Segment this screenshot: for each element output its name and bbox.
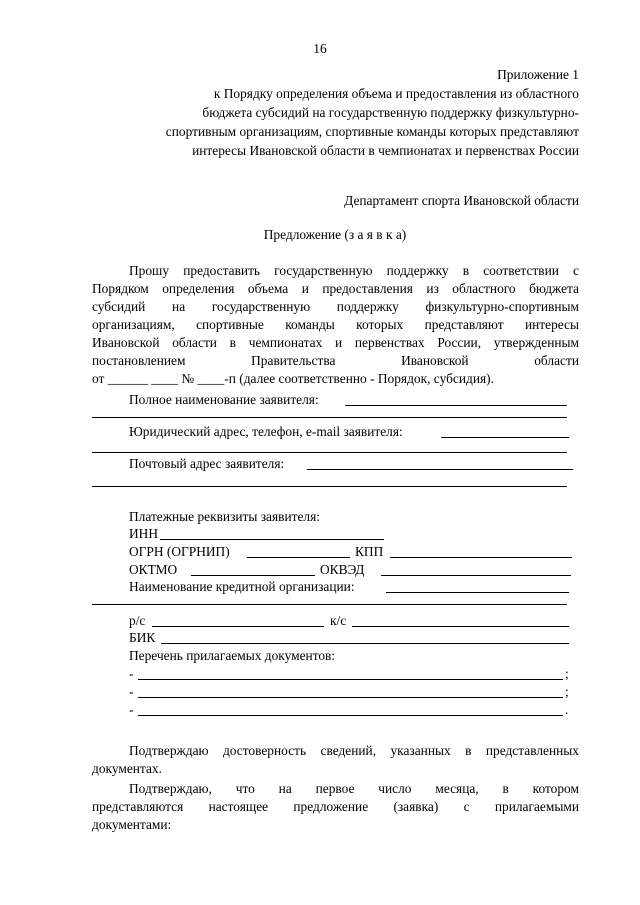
page-number: 16 xyxy=(313,41,327,56)
document-input-line-2[interactable] xyxy=(138,697,563,698)
confirm2-word: на xyxy=(278,781,292,796)
ks-label: к/с xyxy=(330,613,347,628)
legal-address-input-line[interactable] xyxy=(441,437,569,438)
document-dash-3: - xyxy=(129,702,134,717)
confirm2-line-3: документами: xyxy=(92,817,172,832)
document-end-3: . xyxy=(565,702,569,717)
confirm1-line-1: Подтверждаю достоверность сведений, указанных в представленных xyxy=(129,743,579,758)
appendix-line-4: интересы Ивановской области в чемпионатах и первенствах России xyxy=(192,143,579,158)
appendix-line-1: к Порядку определения объема и предоставления из областного xyxy=(213,86,579,101)
decree-word-2: Правительства xyxy=(251,353,336,368)
bank-name-label: Наименование кредитной организации: xyxy=(129,579,355,594)
inn-label: ИНН xyxy=(129,526,159,541)
confirm2-word: первое xyxy=(315,781,355,796)
confirm2-word: Подтверждаю, xyxy=(129,781,212,796)
full-name-input-line[interactable] xyxy=(345,405,567,406)
full-name-input-line-2[interactable] xyxy=(92,417,567,418)
appendix-line-2: бюджета субсидий на государственную поддержку физкультурно- xyxy=(202,105,579,120)
documents-title: Перечень прилагаемых документов: xyxy=(129,648,336,663)
confirm2-word: (заявка) xyxy=(393,799,439,814)
okved-input-line[interactable] xyxy=(381,575,571,576)
confirm2-word: число xyxy=(378,781,412,796)
confirm2-word: предложение xyxy=(293,799,369,814)
recipient: Департамент спорта Ивановской области xyxy=(344,193,579,208)
postal-address-input-line[interactable] xyxy=(307,469,573,470)
decree-word-4: области xyxy=(534,353,579,368)
request-line-2: Порядком определения объема и предоставления из областного бюджета xyxy=(92,281,579,296)
confirm2-word: месяца, xyxy=(435,781,479,796)
confirm2-word: представляются xyxy=(92,799,184,814)
ks-input-line[interactable] xyxy=(352,626,569,627)
payment-title: Платежные реквизиты заявителя: xyxy=(129,509,320,524)
confirm2-word: котором xyxy=(532,781,579,796)
confirm2-line-2 xyxy=(92,798,579,815)
postal-address-input-line-2[interactable] xyxy=(92,486,567,487)
oktmo-label: ОКТМО xyxy=(129,562,178,577)
confirm2-word: настоящее xyxy=(208,799,269,814)
bank-name-input-line[interactable] xyxy=(386,592,569,593)
request-line-1: Прошу предоставить государственную поддержку в соответствии с xyxy=(129,263,579,278)
ogrn-input-line[interactable] xyxy=(247,557,350,558)
bank-name-input-line-2[interactable] xyxy=(92,604,567,605)
kpp-label: КПП xyxy=(355,544,384,559)
request-line-3: субсидий на государственную поддержку физкультурно-спортивным xyxy=(92,299,579,314)
oktmo-input-line[interactable] xyxy=(191,575,315,576)
confirm2-word: в xyxy=(502,781,509,796)
document-end-2: ; xyxy=(565,684,569,699)
postal-address-label: Почтовый адрес заявителя: xyxy=(129,456,285,471)
document-input-line-3[interactable] xyxy=(138,715,563,716)
request-date-line: от ______ ____ № ____-п (далее соответственно - Порядок, субсидия). xyxy=(92,371,494,386)
confirm2-word: с xyxy=(463,799,470,814)
appendix-line-3: спортивным организациям, спортивные команды которых представляют xyxy=(165,124,579,139)
kpp-input-line[interactable] xyxy=(390,557,572,558)
appendix-title: Приложение 1 xyxy=(497,67,579,82)
full-name-label: Полное наименование заявителя: xyxy=(129,392,319,407)
legal-address-label: Юридический адрес, телефон, e-mail заявителя: xyxy=(129,424,403,439)
request-line-6 xyxy=(92,352,579,369)
rs-input-line[interactable] xyxy=(152,626,324,627)
ogrn-label: ОГРН (ОГРНИП) xyxy=(129,544,230,559)
decree-word-3: Ивановской xyxy=(401,353,469,368)
bik-input-line[interactable] xyxy=(161,643,569,644)
document-dash-1: - xyxy=(129,666,134,681)
legal-address-input-line-2[interactable] xyxy=(92,452,567,453)
okved-label: ОКВЭД xyxy=(320,562,365,577)
document-end-1: ; xyxy=(565,666,569,681)
confirm2-word: прилагаемыми xyxy=(494,799,579,814)
decree-word-1: постановлением xyxy=(92,353,186,368)
rs-label: р/с xyxy=(129,613,146,628)
document-dash-2: - xyxy=(129,684,134,699)
request-line-4: организациям, спортивные команды которых представляют интересы xyxy=(92,317,579,332)
bik-label: БИК xyxy=(129,630,156,645)
confirm2-line-1 xyxy=(129,780,579,797)
inn-input-line[interactable] xyxy=(160,539,384,540)
document-input-line-1[interactable] xyxy=(138,679,563,680)
confirm2-word: что xyxy=(235,781,255,796)
request-line-5: Ивановской области в чемпионатах и первенствах России, утвержденным xyxy=(92,335,579,350)
confirm1-line-2: документах. xyxy=(92,761,162,776)
document-title: Предложение (з а я в к а) xyxy=(263,227,407,242)
